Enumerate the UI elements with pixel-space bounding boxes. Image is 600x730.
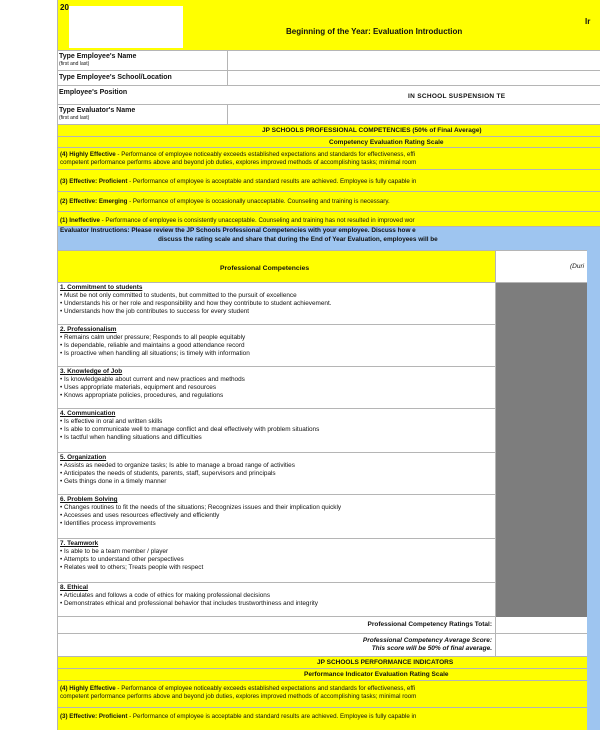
competency-8-bullet-1: • Articulates and follows a code of ethics for making professional decisions <box>60 592 271 599</box>
competency-5 <box>57 453 495 495</box>
scale2-term-3: (3) Effective: Proficient <box>60 713 128 720</box>
scale2-row1-line1 <box>60 685 415 692</box>
scale2-highly-effective <box>57 681 600 708</box>
info-row-evaluator <box>57 105 600 125</box>
competency-1 <box>57 283 495 325</box>
average-score-note: This score will be 50% of final average. <box>371 645 492 652</box>
competency-3-title: 3. Knowledge of Job <box>60 368 123 375</box>
position-field[interactable]: IN SCHOOL SUSPENSION TE <box>408 93 506 100</box>
competency-8-title: 8. Ethical <box>60 584 89 591</box>
competency-3-bullet-3: • Knows appropriate policies, procedures, and regulations <box>60 392 224 399</box>
right-blue-strip <box>587 228 600 730</box>
corner-label: Ir <box>585 17 591 26</box>
comp-scale-title: Competency Evaluation Rating Scale <box>329 139 444 146</box>
competency-1-title: 1. Commitment to students <box>60 284 143 291</box>
competency-2-bullet-3: • Is proactive when handling all situations; is timely with information <box>60 350 250 357</box>
competency-5-bullet-3: • Gets things done in a timely manner <box>60 478 167 485</box>
scale1-highly-effective <box>57 148 600 170</box>
scale1-desc-4-line2: competent performance performs above and beyond job duties, explores improved methods of accomplishing tasks; minimal room <box>60 159 417 166</box>
scale1-term-3: (3) Effective: Proficient <box>60 178 128 185</box>
scale2-proficient <box>57 708 600 730</box>
evaluator-name-sublabel: (first and last) <box>59 115 90 121</box>
evaluator-instructions <box>57 227 600 251</box>
competency-2 <box>57 325 495 367</box>
during-column-header <box>495 251 600 283</box>
perf-scale-title: Performance Indicator Evaluation Rating Scale <box>304 671 449 678</box>
competency-8-bullet-2: • Demonstrates ethical and professional behavior that includes trustworthiness and integrity <box>60 600 319 607</box>
prof-competencies-section-header <box>57 125 600 137</box>
competency-2-bullet-1: • Remains calm under pressure; Responds to all people equitably <box>60 334 246 341</box>
year-input-box[interactable] <box>69 6 183 48</box>
scale1-row3 <box>60 198 390 205</box>
scale2-desc-4: - Performance of employee noticeably exceeds established expectations and standards for effectiveness, effi <box>115 685 416 692</box>
competency-6-title: 6. Problem Solving <box>60 496 118 503</box>
scale2-desc-3: - Performance of employee is acceptable and standard results are achieved. Employee is fully capable in <box>127 713 417 720</box>
competency-3-bullet-1: • Is knowledgeable about current and new practices and methods <box>60 376 245 383</box>
scale1-term-4: (4) Highly Effective <box>60 151 116 158</box>
scale1-row1-line1 <box>60 151 415 158</box>
competency-1-bullet-2: • Understands his or her role and responsibility and how they contribute to student achievement. <box>60 300 332 307</box>
competency-7-bullet-2: • Attempts to understand other perspectives <box>60 556 184 563</box>
competency-5-bullet-1: • Assists as needed to organize tasks; Is able to manage a broad range of activities <box>60 462 295 469</box>
school-location-label: Type Employee's School/Location <box>59 74 172 81</box>
competency-1-bullet-1: • Must be not only committed to students, but committed to the pursuit of excellence <box>60 292 297 299</box>
competency-4-bullet-2: • Is able to communicate well to manage conflict and deal effectively with problem situations <box>60 426 320 433</box>
competency-4 <box>57 409 495 453</box>
scale1-desc-1: - Performance of employee is consistently unacceptable. Counseling and training has not resulted in improved wor <box>99 217 415 224</box>
instructions-line1: Evaluator Instructions: Please review the JP Schools Professional Competencies with your employee. Discuss how e <box>60 227 416 234</box>
scale1-row2 <box>60 178 416 185</box>
page-title: Beginning of the Year: Evaluation Introduction <box>286 27 463 36</box>
competency-4-bullet-1: • Is effective in oral and written skills <box>60 418 163 425</box>
left-border <box>57 0 58 730</box>
competency-6-bullet-1: • Changes routines to fit the needs of the situations; Recognizes issues and their implication quickly <box>60 504 342 511</box>
competency-6 <box>57 495 495 539</box>
instructions-line2: discuss the rating scale and share that during the End of Year Evaluation, employees will be <box>158 236 438 243</box>
evaluator-name-field[interactable] <box>227 105 600 125</box>
position-label: Employee's Position <box>59 89 128 96</box>
competencies-table-header <box>57 251 495 283</box>
school-location-field[interactable] <box>227 71 600 86</box>
ratings-total-cell[interactable] <box>495 617 600 634</box>
competency-2-bullet-2: • Is dependable, reliable and maintains a good attendance record <box>60 342 245 349</box>
scale1-desc-4: - Performance of employee noticeably exceeds established expectations and standards for effectiveness, effi <box>115 151 416 158</box>
evaluator-name-label: Type Evaluator's Name <box>59 107 136 114</box>
scale1-proficient <box>57 170 600 192</box>
competency-4-title: 4. Communication <box>60 410 116 417</box>
ratings-total-row <box>57 617 495 634</box>
competency-7-title: 7. Teamwork <box>60 540 99 547</box>
competency-7-bullet-1: • Is able to be a team member / player <box>60 548 169 555</box>
scale1-row4 <box>60 217 415 224</box>
prof-competencies-title: JP SCHOOLS PROFESSIONAL COMPETENCIES (50% of Final Average) <box>262 127 482 134</box>
info-row-school <box>57 71 600 86</box>
competency-7 <box>57 539 495 583</box>
rating-column-divider <box>495 251 496 657</box>
scale2-row2 <box>60 713 416 720</box>
year-label: 20 <box>60 3 69 12</box>
scale1-emerging <box>57 192 600 212</box>
scale1-term-2: (2) Effective: Emerging <box>60 198 128 205</box>
competency-8 <box>57 583 495 617</box>
perf-scale-title-row <box>57 669 600 681</box>
competency-5-title: 5. Organization <box>60 454 107 461</box>
competency-6-bullet-3: • Identifies process improvements <box>60 520 156 527</box>
evaluation-sheet <box>57 0 600 730</box>
scale2-desc-4-line2: competent performance performs above and beyond job duties, explores improved methods of accomplishing tasks; minimal room <box>60 693 417 700</box>
competency-3 <box>57 367 495 409</box>
employee-name-sublabel: (first and last) <box>59 61 90 67</box>
scale1-desc-2: - Performance of employee is occasionally unacceptable. Counseling and training is necessary. <box>127 198 390 205</box>
employee-name-label: Type Employee's Name <box>59 53 137 60</box>
during-label: (Duri <box>570 263 585 270</box>
perf-indicators-title: JP SCHOOLS PERFORMANCE INDICATORS <box>317 659 454 666</box>
competency-7-bullet-3: • Relates well to others; Treats people with respect <box>60 564 204 571</box>
competency-6-bullet-2: • Accesses and uses resources effectively and efficiently <box>60 512 220 519</box>
ratings-total-label: Professional Competency Ratings Total: <box>367 621 492 628</box>
competencies-column-title: Professional Competencies <box>220 265 310 272</box>
info-row-position <box>57 86 600 105</box>
competency-3-bullet-2: • Uses appropriate materials, equipment and resources <box>60 384 217 391</box>
employee-name-field[interactable] <box>227 51 600 71</box>
average-score-cell[interactable] <box>495 634 600 657</box>
comp-scale-title-row <box>57 137 600 148</box>
competency-4-bullet-3: • Is tactful when handling situations and difficulties <box>60 434 202 441</box>
average-score-row <box>57 634 495 657</box>
scale1-ineffective <box>57 212 600 227</box>
scale1-term-1: (1) Ineffective <box>60 217 100 224</box>
perf-indicators-section-header <box>57 657 600 669</box>
competency-1-bullet-3: • Understands how the job contributes to success for every student <box>60 308 250 315</box>
average-score-label: Professional Competency Average Score: <box>362 637 492 644</box>
competency-2-title: 2. Professionalism <box>60 326 117 333</box>
competency-5-bullet-2: • Anticipates the needs of students, parents, staff, supervisors and principals <box>60 470 276 477</box>
scale2-term-4: (4) Highly Effective <box>60 685 116 692</box>
info-row-employee-name <box>57 51 600 71</box>
rating-column-cells[interactable] <box>495 283 600 617</box>
scale1-desc-3: - Performance of employee is acceptable and standard results are achieved. Employee is fully capable in <box>127 178 417 185</box>
title-banner <box>57 0 600 51</box>
